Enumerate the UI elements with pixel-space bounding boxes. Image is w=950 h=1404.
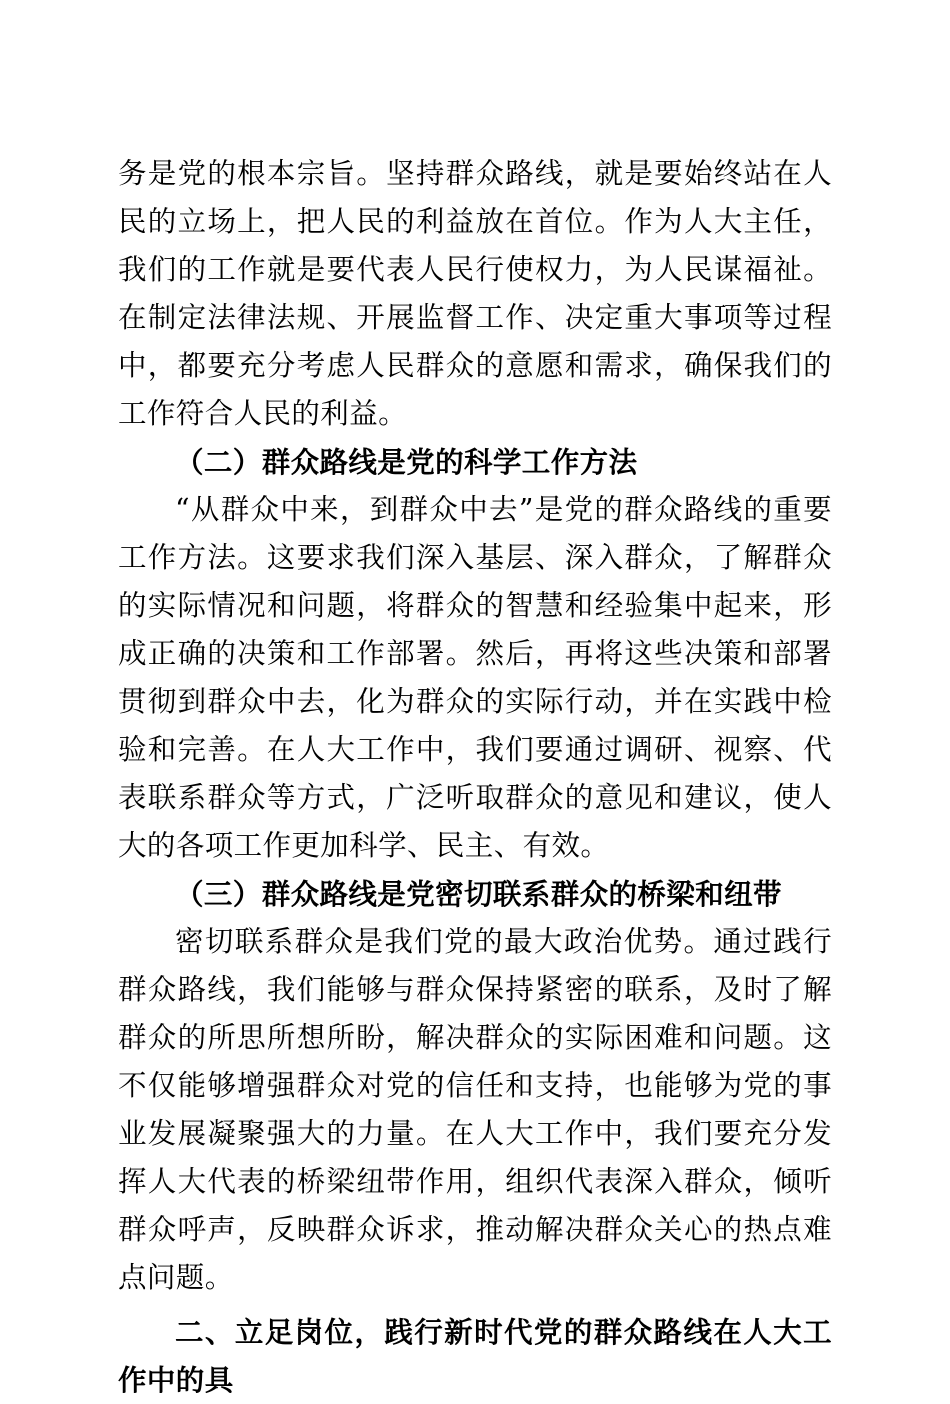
document-body — [118, 150, 832, 1404]
paragraph-continued: 务是党的根本宗旨。坚持群众路线，就是要始终站在人民的立场上，把人民的利益放在首位。作为人大主任，我们的工作就是要代表人民行使权力，为人民谋福祉。在制定法律法规、开展监督工作、决定重大事项等过程中，都要充分考虑人民群众的意愿和需求，确保我们的工作符合人民的利益。 — [118, 157, 832, 431]
section-heading-main-two: 二、立足岗位，践行新时代党的群众路线在人大工作中的具 — [118, 1315, 832, 1398]
paragraph-bridge-bond: 密切联系群众是我们党的最大政治优势。通过践行群众路线，我们能够与群众保持紧密的联系，及时了解群众的所思所想所盼，解决群众的实际困难和问题。这不仅能够增强群众对党的信任和支持，也能够为党的事业发展凝聚强大的力量。在人大工作中，我们要充分发挥人大代表的桥梁纽带作用，组织代表深入群众，倾听群众呼声，反映群众诉求，推动解决群众关心的热点难点问题。 — [118, 925, 832, 1295]
paragraph-scientific-method: “从群众中来，到群众中去”是党的群众路线的重要工作方法。这要求我们深入基层、深入群众，了解群众的实际情况和问题，将群众的智慧和经验集中起来，形成正确的决策和工作部署。然后，再将这些决策和部署贯彻到群众中去，化为群众的实际行动，并在实践中检验和完善。在人大工作中，我们要通过调研、视察、代表联系群众等方式，广泛听取群众的意见和建议，使人大的各项工作更加科学、民主、有效。 — [118, 493, 832, 863]
section-heading-three: （三）群众路线是党密切联系群众的桥梁和纽带 — [175, 877, 782, 912]
section-heading-two: （二）群众路线是党的科学工作方法 — [175, 445, 638, 480]
